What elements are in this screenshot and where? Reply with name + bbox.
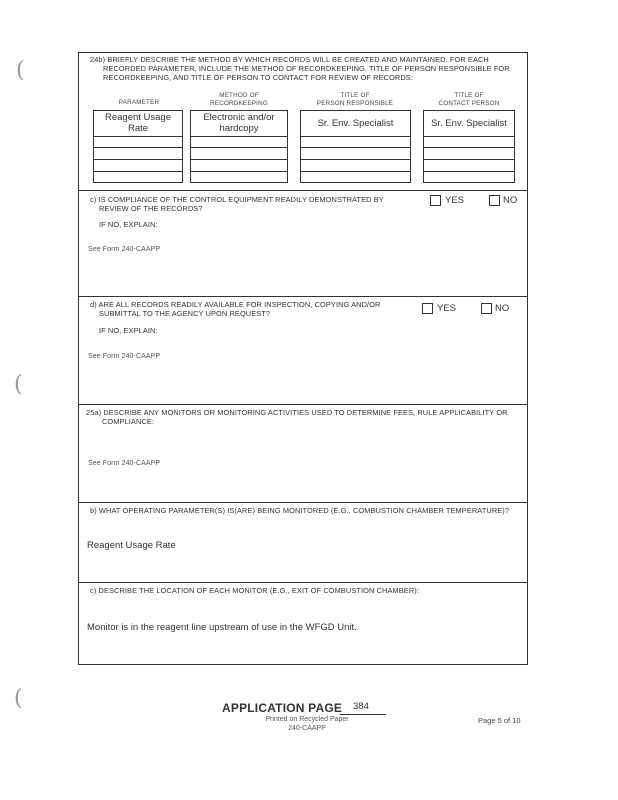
question-24b-line1: 24b) BRIEFLY DESCRIBE THE METHOD BY WHICH RECORDS WILL BE CREATED AND MAINTAINED. FOR EACH	[90, 55, 489, 64]
table-row-divider	[190, 136, 288, 137]
table-row-divider	[300, 159, 411, 160]
table-row-divider	[93, 147, 183, 148]
table-row-divider	[93, 159, 183, 160]
colhead-contact: TITLE OF CONTACT PERSON	[438, 92, 500, 107]
table-row-divider	[190, 171, 288, 172]
table-row-divider	[190, 147, 288, 148]
yes-checkbox-c[interactable]	[430, 195, 441, 206]
answer-c-compliance: See Form 240-CAAPP	[88, 246, 161, 253]
colhead-title-responsible: TITLE OF PERSON RESPONSIBLE	[316, 92, 394, 107]
no-checkbox-c[interactable]	[489, 195, 500, 206]
application-page-number: 384	[353, 701, 369, 712]
page-of-label: Page 5 of 10	[478, 716, 521, 725]
no-checkbox-d[interactable]	[481, 303, 492, 314]
punch-hole-mark-middle: (	[14, 372, 23, 397]
question-24b-line2: RECORDED PARAMETER, INCLUDE THE METHOD OF RECORDKEEPING, TITLE OF PERSON RESPONSIBLE FOR	[103, 64, 510, 73]
table-row-divider	[423, 171, 515, 172]
application-page-underline	[340, 714, 386, 715]
table-row-divider	[423, 159, 515, 160]
answer-c-location: Monitor is in the reagent line upstream of use in the WFGD Unit.	[87, 622, 357, 633]
punch-hole-mark-top: (	[16, 58, 25, 83]
table-row-divider	[93, 136, 183, 137]
yes-label-d: YES	[437, 303, 457, 314]
no-label-d: NO	[495, 303, 510, 314]
table-row-divider	[300, 147, 411, 148]
printed-on-recycled: Printed on Recycled Paper	[265, 716, 349, 723]
divider-25a	[78, 404, 528, 405]
divider-b	[78, 502, 528, 503]
table-row-divider	[423, 136, 515, 137]
table-row-divider	[190, 159, 288, 160]
punch-hole-mark-bottom: (	[14, 686, 23, 711]
question-24b	[90, 55, 526, 82]
question-c-compliance: c) IS COMPLIANCE OF THE CONTROL EQUIPMENT READILY DEMONSTRATED BY REVIEW OF THE RECORDS?	[90, 195, 384, 213]
answer-25a: See Form 240-CAAPP	[88, 460, 161, 467]
colhead-method: METHOD OF RECORDKEEPING	[210, 92, 268, 107]
question-c-location: c) DESCRIBE THE LOCATION OF EACH MONITOR (E.G., EXIT OF COMBUSTION CHAMBER):	[90, 586, 419, 595]
question-24b-line3: RECORDKEEPING, AND TITLE OF PERSON TO CONTACT FOR REVIEW OF RECORDS:	[103, 73, 413, 82]
yes-label-c: YES	[445, 195, 465, 206]
table-row-divider	[300, 171, 411, 172]
yes-checkbox-d[interactable]	[422, 303, 433, 314]
cell-contact-value: Sr. Env. Specialist	[431, 118, 507, 129]
colhead-parameter: PARAMETER	[118, 99, 160, 106]
table-row-divider	[300, 136, 411, 137]
answer-b-parameters: Reagent Usage Rate	[87, 540, 176, 551]
question-b-parameters: b) WHAT OPERATING PARAMETER(S) IS(ARE) BEING MONITORED (E.G., COMBUSTION CHAMBER TEMPERATURE)?	[90, 506, 510, 515]
cell-method-value: Electronic and/or hardcopy	[203, 112, 275, 134]
divider-c2	[78, 582, 528, 583]
no-label-c: NO	[503, 195, 518, 206]
divider-d	[78, 296, 528, 297]
table-row-divider	[93, 171, 183, 172]
table-row-divider	[423, 147, 515, 148]
question-25a: 25a) DESCRIBE ANY MONITORS OR MONITORING ACTIVITIES USED TO DETERMINE FEES, RULE APPLICABILITY OR COMPLIANCE:	[86, 408, 508, 426]
application-page-label: APPLICATION PAGE	[222, 701, 343, 715]
answer-d-availability: See Form 240-CAAPP	[88, 353, 161, 360]
question-d-availability: d) ARE ALL RECORDS READILY AVAILABLE FOR INSPECTION, COPYING AND/OR SUBMITTAL TO THE AGENCY UPON REQUEST?	[90, 300, 381, 318]
divider-c1	[78, 190, 528, 191]
explain-label-d: IF NO, EXPLAIN:	[99, 326, 158, 335]
cell-title-value: Sr. Env. Specialist	[317, 118, 394, 129]
cell-parameter-value: Reagent Usage Rate	[104, 112, 172, 134]
form-number: 240-CAAPP	[288, 725, 326, 732]
explain-label-c: IF NO, EXPLAIN:	[99, 220, 158, 229]
